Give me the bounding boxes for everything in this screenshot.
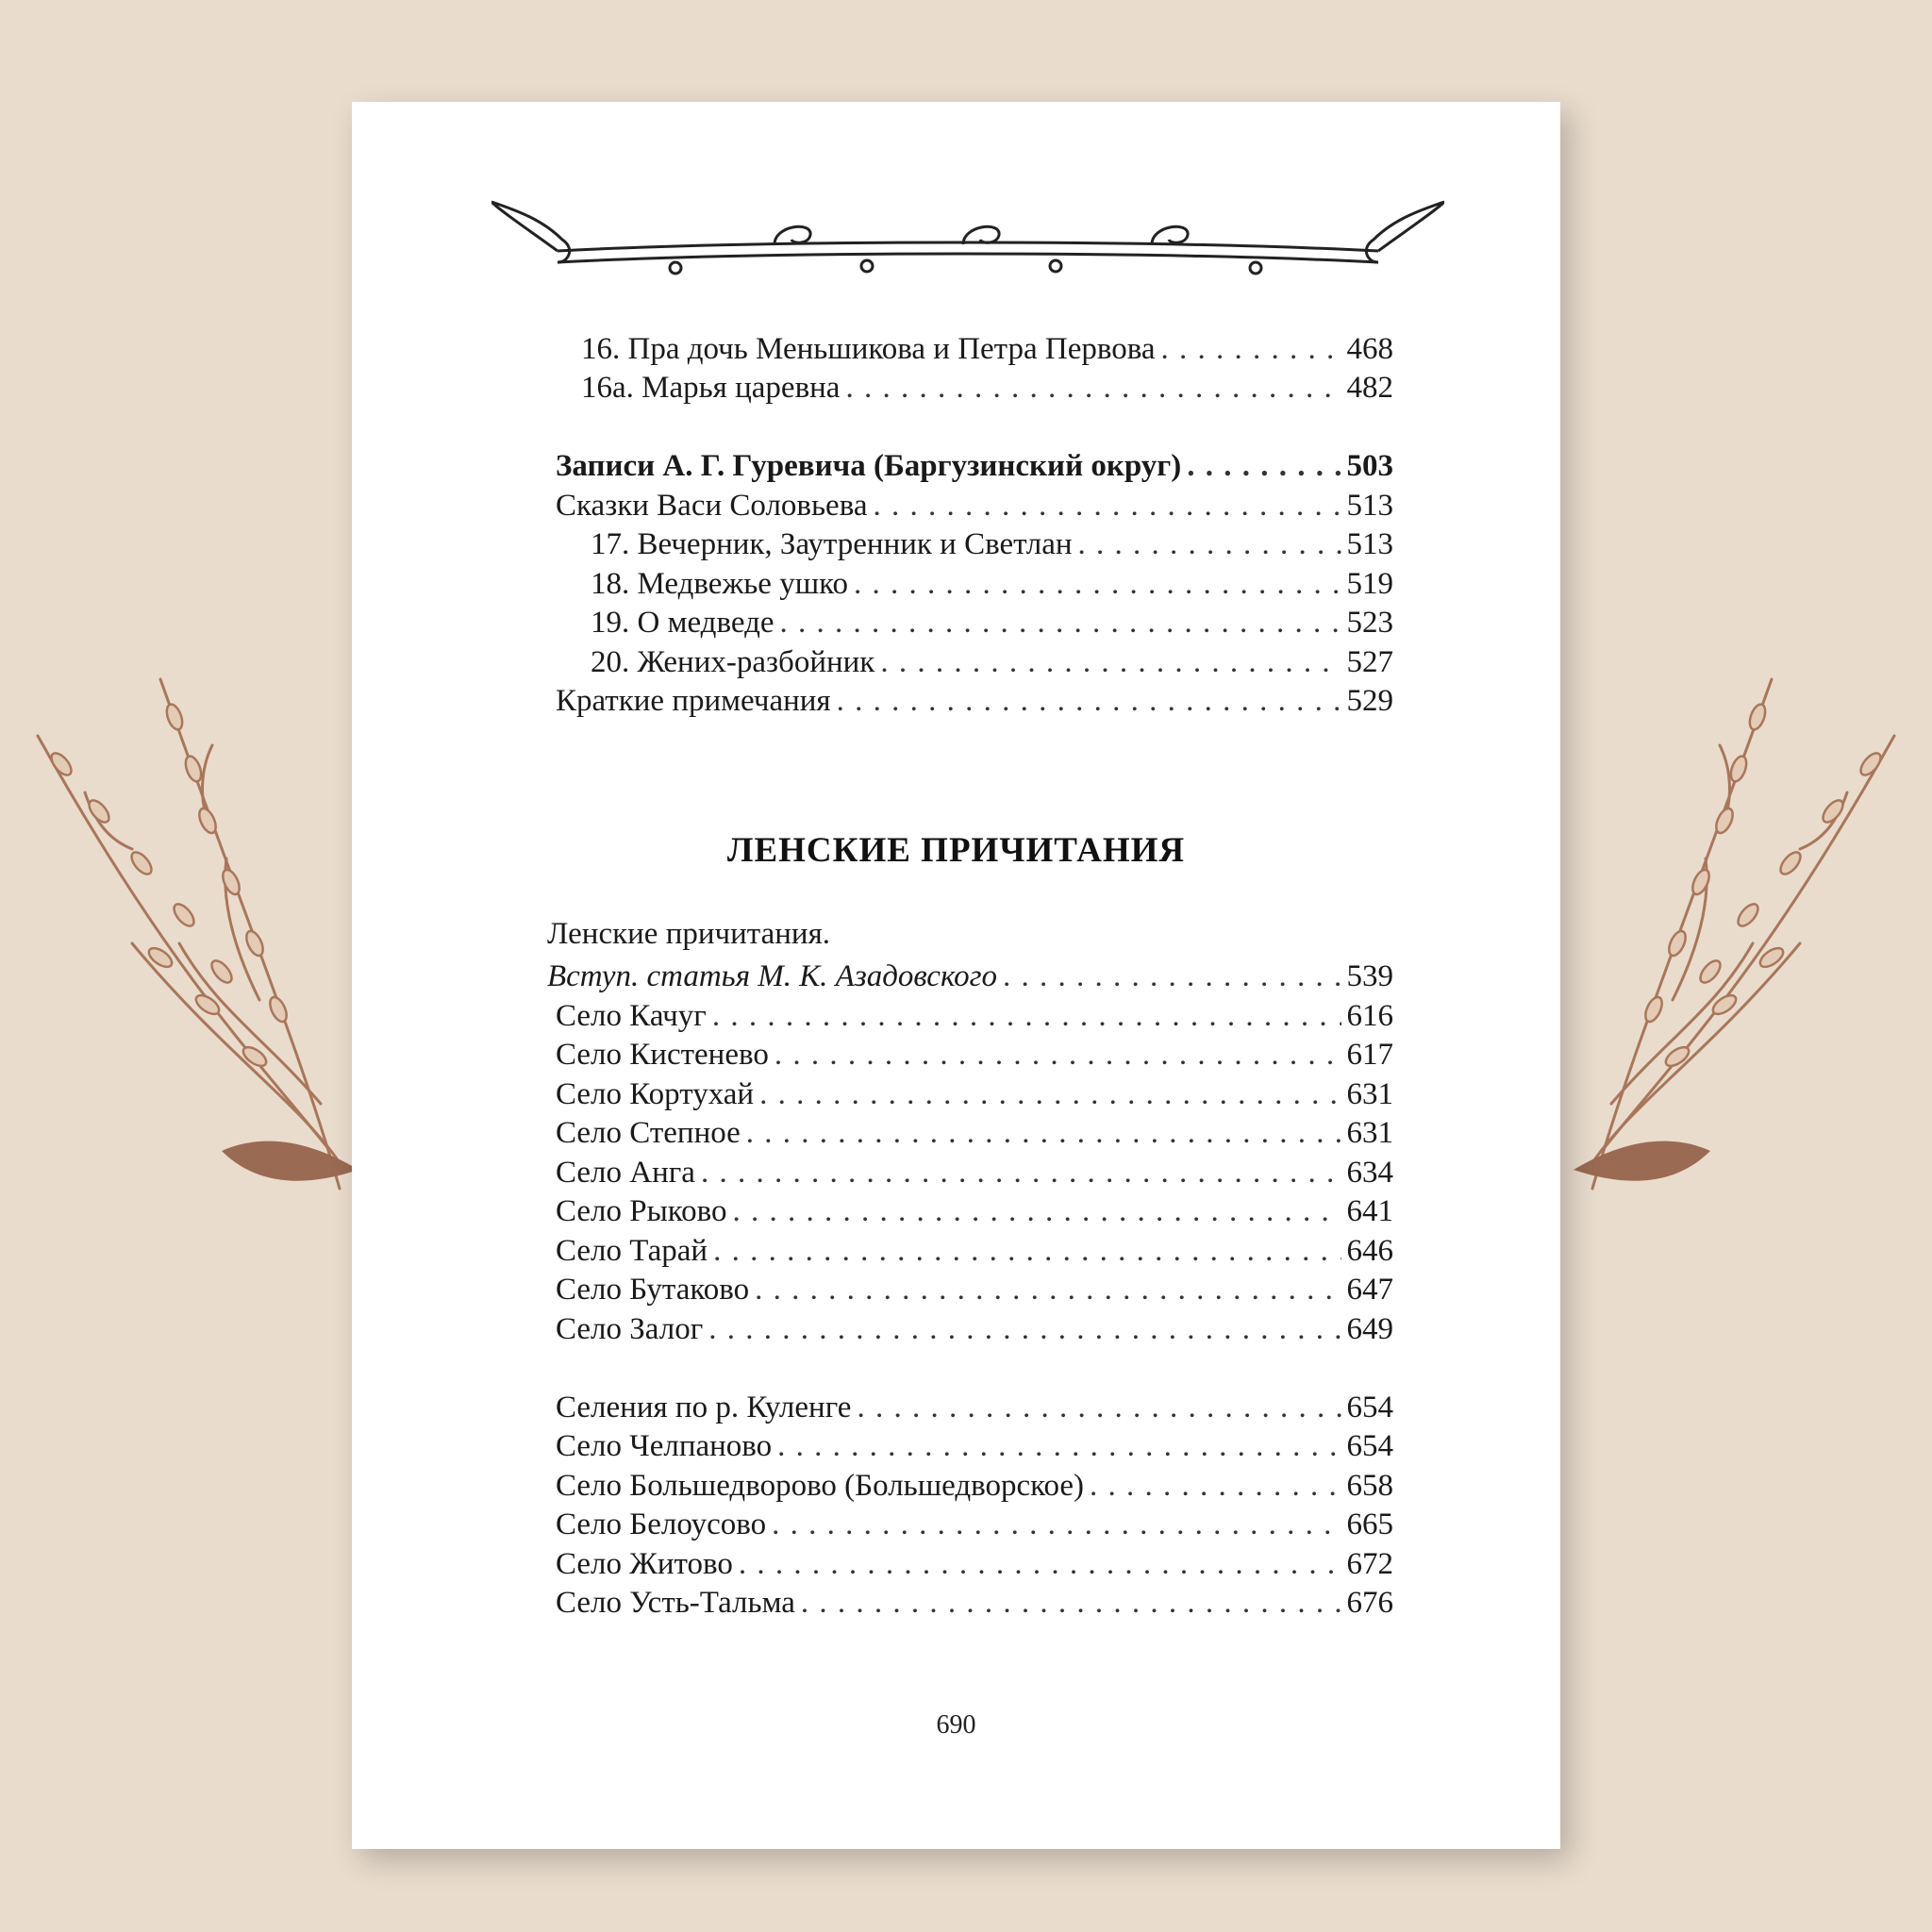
leader-dots: [713, 1231, 1341, 1271]
toc-entry: [556, 1231, 1393, 1271]
leader-dots: [774, 1035, 1341, 1074]
ornament-header-icon: [491, 192, 1444, 279]
toc-entry-page: 616: [1346, 999, 1393, 1033]
leader-dots: [733, 1191, 1341, 1231]
toc-entry-title: Село Белоусово: [556, 1507, 767, 1541]
toc-entry-page: 676: [1346, 1586, 1393, 1620]
leader-dots: [880, 642, 1341, 682]
toc-entry: [547, 957, 1393, 996]
toc-entry: [556, 1388, 1393, 1427]
toc-entry: [556, 681, 1393, 721]
toc-entry-title: Село Тарай: [556, 1234, 708, 1268]
toc-entry: [556, 1153, 1393, 1192]
toc-entry: [556, 1309, 1393, 1349]
toc-entry: [556, 446, 1393, 486]
toc-entry: [556, 1035, 1393, 1074]
leader-dots: [837, 681, 1341, 721]
toc-entry-title: Село Житово: [556, 1547, 733, 1581]
toc-entry-title: Село Большедворово (Большедворское): [556, 1469, 1085, 1503]
toc-entry-page: 665: [1346, 1507, 1393, 1541]
toc-entry-page: 468: [1346, 332, 1393, 366]
toc-entry-page: 503: [1346, 449, 1393, 483]
leader-dots: [712, 996, 1341, 1036]
toc-entry: [556, 486, 1393, 525]
toc-entry-page: 482: [1346, 371, 1393, 405]
toc-entry-title: Краткие примечания: [556, 684, 831, 718]
leader-dots: [780, 603, 1341, 642]
leader-dots: [708, 1309, 1341, 1349]
leader-dots: [1078, 525, 1341, 564]
toc-entry-title: Записи А. Г. Гуревича (Баргузинский округ): [556, 449, 1182, 483]
toc-entry-page: 641: [1346, 1194, 1393, 1228]
leader-dots: [777, 1426, 1341, 1466]
toc-entry-page: 634: [1346, 1156, 1393, 1190]
toc-entry: [556, 1191, 1393, 1231]
toc-entry-page: 654: [1346, 1429, 1393, 1463]
willow-branch-right-icon: [1498, 660, 1913, 1245]
toc-entry: [581, 329, 1393, 369]
toc-entry-title: Село Залог: [556, 1312, 704, 1346]
toc-entry-title: Село Степное: [556, 1116, 741, 1150]
toc-entry-title: 16. Пра дочь Меньшикова и Петра Первова: [581, 332, 1156, 366]
leader-dots: [755, 1270, 1341, 1309]
leader-dots: [1187, 446, 1341, 486]
book-page: [352, 102, 1560, 1849]
toc-entry: [591, 564, 1393, 604]
toc-entry-title: 18. Медвежье ушко: [591, 567, 848, 601]
toc-entry-title: Село Анга: [556, 1156, 695, 1190]
toc-entry: [591, 603, 1393, 642]
leader-dots: [1090, 1466, 1341, 1506]
leader-dots: [1003, 957, 1341, 996]
toc-entry: [581, 368, 1393, 408]
leader-dots: [759, 1074, 1341, 1114]
toc-entry-page: 647: [1346, 1273, 1393, 1307]
toc-entry-title: Село Кистенево: [556, 1038, 769, 1072]
toc-entry-title: Село Качуг: [556, 999, 707, 1033]
toc-entry-page: 523: [1346, 606, 1393, 640]
toc-entry: [556, 1583, 1393, 1623]
toc-entry-page: 529: [1346, 684, 1393, 718]
toc-entry-page: 646: [1346, 1234, 1393, 1268]
leader-dots: [845, 368, 1341, 408]
toc-entry-page: 631: [1346, 1116, 1393, 1150]
toc-entry: [556, 1466, 1393, 1506]
toc-entry-page: 649: [1346, 1312, 1393, 1346]
toc-entry-title: Село Усть-Тальма: [556, 1586, 795, 1620]
toc-entry: [556, 1113, 1393, 1153]
toc-entry-page: 513: [1346, 527, 1393, 561]
toc-entry-title: 17. Вечерник, Заутренник и Светлан: [591, 527, 1073, 561]
toc-entry: [556, 1270, 1393, 1309]
leader-dots: [801, 1583, 1341, 1623]
leader-dots: [857, 1388, 1341, 1427]
toc-entry-page: 527: [1346, 645, 1393, 679]
toc-entry-page: 672: [1346, 1547, 1393, 1581]
toc-entry-title: Вступ. статья М. К. Азадовского: [547, 959, 998, 993]
toc-entry: [556, 1505, 1393, 1544]
intro-line: Ленские причитания.: [547, 917, 830, 951]
toc-entry-title: Село Бутаково: [556, 1273, 750, 1307]
leader-dots: [854, 564, 1341, 604]
leader-dots: [1161, 329, 1341, 369]
leader-dots: [772, 1505, 1341, 1544]
toc-entry-title: Село Рыково: [556, 1194, 727, 1228]
toc-entry-page: 658: [1346, 1469, 1393, 1503]
toc-entry-title: 19. О медведе: [591, 606, 774, 640]
toc-entry: [556, 996, 1393, 1036]
toc-entry: [591, 525, 1393, 564]
toc-entry: [556, 1426, 1393, 1466]
toc-entry: [556, 1544, 1393, 1584]
toc-entry-page: 631: [1346, 1077, 1393, 1111]
leader-dots: [739, 1544, 1341, 1584]
toc-entry-page: 513: [1346, 489, 1393, 523]
section-title: ЛЕНСКИЕ ПРИЧИТАНИЯ: [726, 831, 1186, 870]
toc-entry-title: Село Кортухай: [556, 1077, 755, 1111]
toc-entry-title: 20. Жених-разбойник: [591, 645, 875, 679]
leader-dots: [746, 1113, 1341, 1153]
toc-entry-page: 519: [1346, 567, 1393, 601]
toc-entry-page: 617: [1346, 1038, 1393, 1072]
leader-dots: [701, 1153, 1341, 1192]
toc-entry-page: 654: [1346, 1391, 1393, 1424]
toc-entry: [556, 1074, 1393, 1114]
toc-entry-title: Село Челпаново: [556, 1429, 773, 1463]
toc-entry-title: Сказки Васи Соловьева: [556, 489, 868, 523]
toc-entry-title: Селения по р. Куленге: [556, 1391, 852, 1424]
toc-entry-title: 16а. Марья царевна: [581, 371, 841, 405]
leader-dots: [874, 486, 1341, 525]
page-number: 690: [936, 1710, 976, 1740]
toc-entry-page: 539: [1346, 959, 1393, 993]
toc-entry: [591, 642, 1393, 682]
